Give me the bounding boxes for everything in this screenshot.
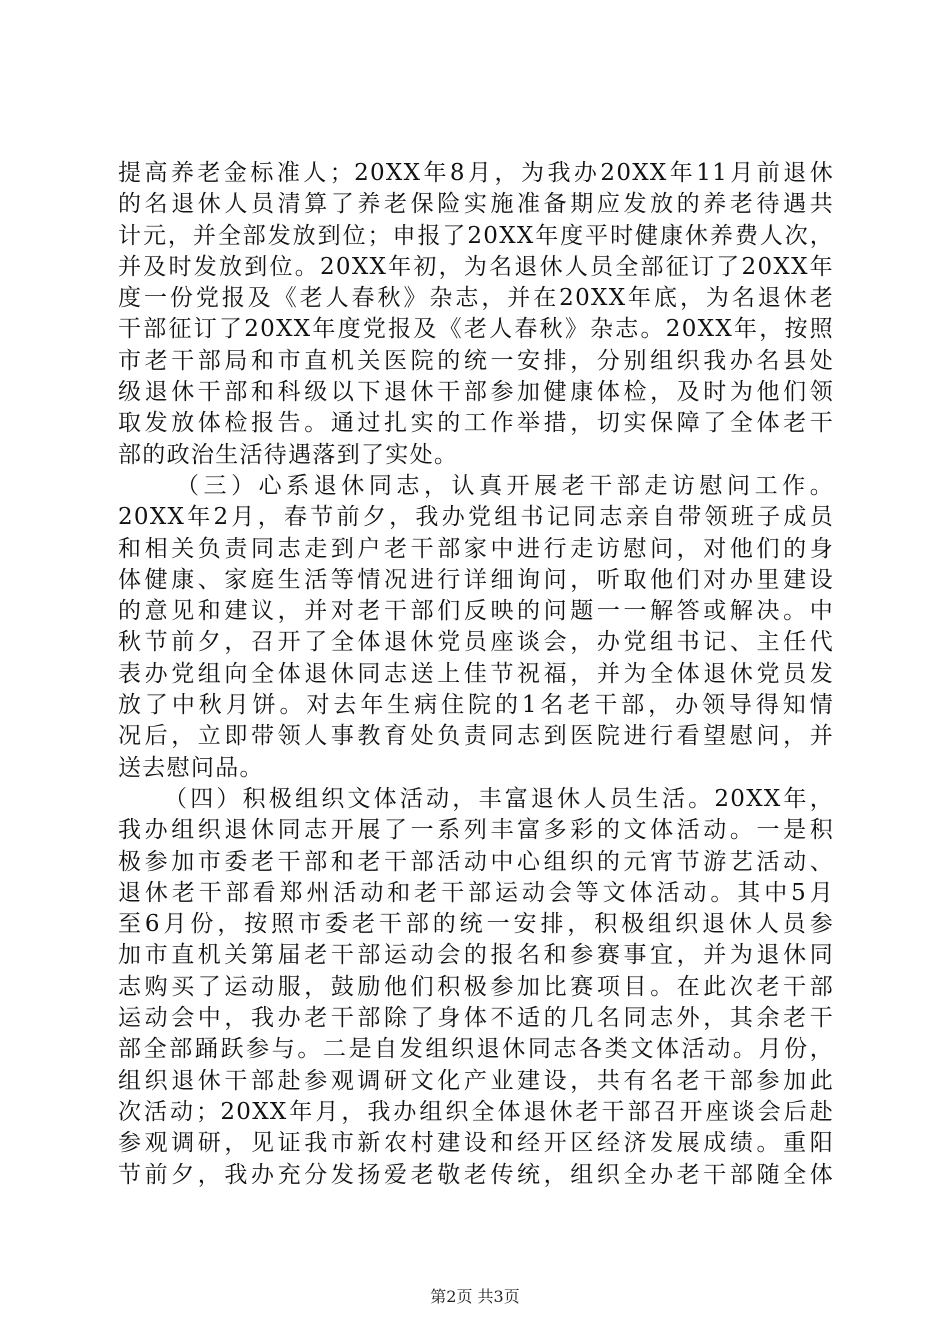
text-line: 我办组织退休同志开展了一系列丰富多彩的文体活动。一是积 [118, 817, 834, 844]
text-line: 体健康、家庭生活等情况进行详细询问，听取他们对办里建设 [118, 566, 834, 593]
text-line: 放了中秋月饼。对去年生病住院的1名老干部，办领导得知情 [118, 692, 834, 719]
text-line: 极参加市委老干部和老干部活动中心组织的元宵节游艺活动、 [118, 848, 834, 875]
page-footer [0, 1284, 950, 1307]
text-line: 部的政治生活待遇落到了实处。 [118, 441, 459, 468]
text-line: 并及时发放到位。20XX年初，为名退休人员全部征订了20XX年 [118, 253, 834, 280]
text-line: 节前夕，我办充分发扬爱老敬老传统，组织全办老干部随全体 [118, 1161, 834, 1188]
text-line: 计元，并全部发放到位；申报了20XX年度平时健康休养费人次， [118, 222, 834, 249]
text-line: 部全部踊跃参与。二是自发组织退休同志各类文体活动。月份， [118, 1036, 834, 1063]
section-heading-3: （三）心系退休同志，认真开展老干部走访慰问工作。 [176, 472, 834, 499]
text-line: 市老干部局和市直机关医院的统一安排，分别组织我办名县处 [118, 347, 834, 374]
text-line: 况后，立即带领人事教育处负责同志到医院进行看望慰问，并 [118, 723, 834, 750]
text-line: 加市直机关第届老干部运动会的报名和参赛事宜，并为退休同 [118, 942, 834, 969]
text-line: 表办党组向全体退休同志送上佳节祝福，并为全体退休党员发 [118, 660, 834, 687]
text-line: 志购买了运动服，鼓励他们积极参加比赛项目。在此次老干部 [118, 973, 834, 1000]
text-line: 送去慰问品。 [118, 754, 264, 781]
text-line: 的名退休人员清算了养老保险实施准备期应发放的养老待遇共 [118, 191, 834, 218]
text-line: 组织退休干部赴参观调研文化产业建设，共有名老干部参加此 [118, 1067, 834, 1094]
page-number-label: 第2页 共3页 [430, 1287, 520, 1306]
text-line: 参观调研，见证我市新农村建设和经开区经济发展成绩。重阳 [118, 1130, 834, 1157]
text-line: 的意见和建议，并对老干部们反映的问题一一解答或解决。中 [118, 598, 834, 625]
text-line: 秋节前夕，召开了全体退休党员座谈会，办党组书记、主任代 [118, 629, 834, 656]
section-heading-4: （四）积极组织文体活动，丰富退休人员生活。20XX年， [164, 785, 834, 812]
text-line: 和相关负责同志走到户老干部家中进行走访慰问，对他们的身 [118, 535, 834, 562]
text-line: 至6月份，按照市委老干部的统一安排，积极组织退休人员参 [118, 911, 834, 938]
text-line: 取发放体检报告。通过扎实的工作举措，切实保障了全体老干 [118, 410, 834, 437]
text-line: 干部征订了20XX年度党报及《老人春秋》杂志。20XX年，按照 [118, 316, 834, 343]
text-line: 次活动；20XX年月，我办组织全体退休老干部召开座谈会后赴 [118, 1098, 834, 1125]
text-line: 退休老干部看郑州活动和老干部运动会等文体活动。其中5月 [118, 879, 834, 906]
text-line: 20XX年2月，春节前夕，我办党组书记同志亲自带领班子成员 [118, 504, 834, 531]
body-text [118, 158, 834, 1191]
text-line: 度一份党报及《老人春秋》杂志，并在20XX年底，为名退休老 [118, 285, 834, 312]
text-line: 提高养老金标准人；20XX年8月，为我办20XX年11月前退休 [118, 160, 834, 186]
text-line: 级退休干部和科级以下退休干部参加健康体检，及时为他们领 [118, 379, 834, 406]
text-line: 运动会中，我办老干部除了身体不适的几名同志外，其余老干 [118, 1005, 834, 1032]
